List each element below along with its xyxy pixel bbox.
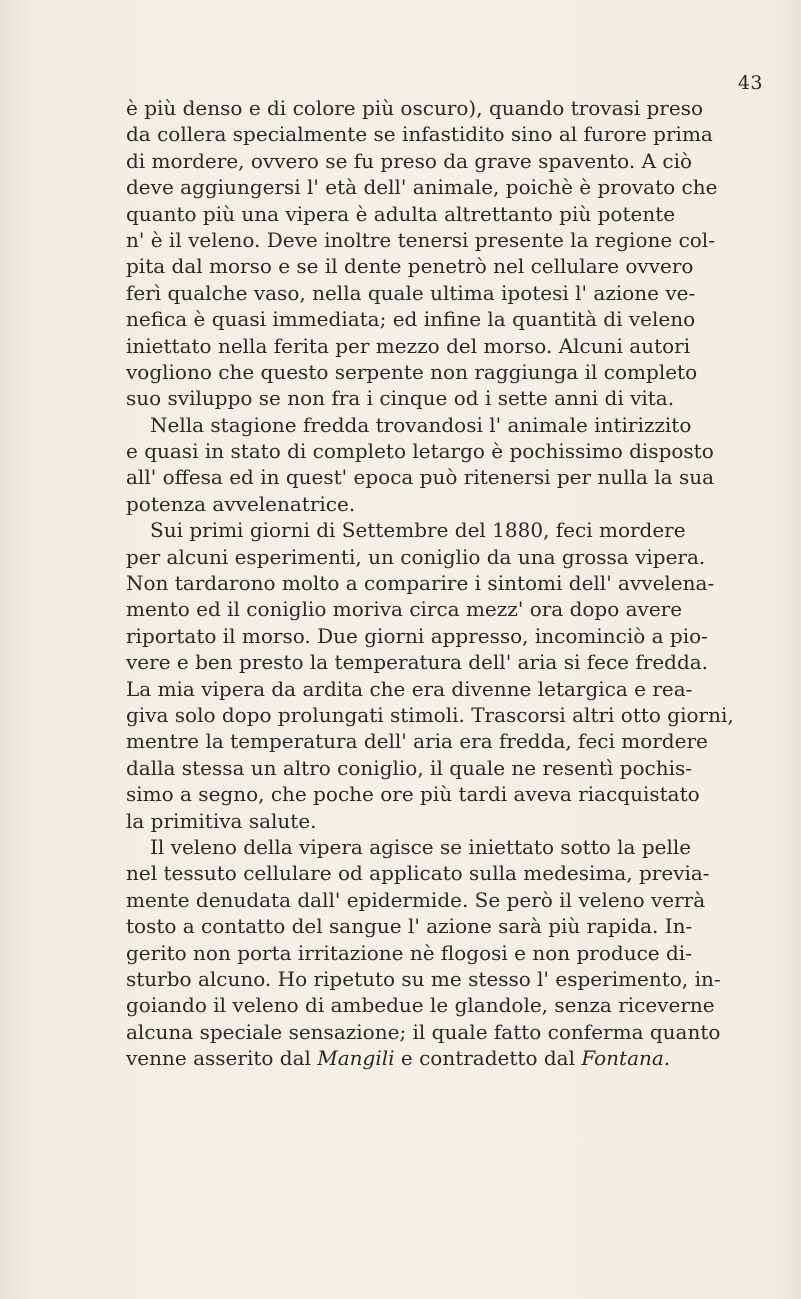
text-line: alcuna speciale sensazione; il quale fatto conferma quanto bbox=[126, 1019, 721, 1044]
body-text bbox=[126, 95, 752, 1071]
text-line: nefica è quasi immediata; ed infine la quantità di veleno bbox=[126, 307, 696, 332]
text-line: vere e ben presto la temperatura dell' aria si fece fredda. bbox=[126, 650, 709, 675]
text-line: nel tessuto cellulare od applicato sulla medesima, previa- bbox=[126, 861, 710, 886]
text-line: da collera specialmente se infastidito sino al furore prima bbox=[126, 122, 713, 147]
text-line: La mia vipera da ardita che era divenne letargica e rea- bbox=[126, 676, 693, 701]
text-line: gerito non porta irritazione nè flogosi e non produce di- bbox=[126, 940, 692, 965]
text-line: mento ed il coniglio moriva circa mezz' ora dopo avere bbox=[126, 597, 683, 622]
text-line: di mordere, ovvero se fu preso da grave spavento. A ciò bbox=[126, 148, 693, 173]
text-line: deve aggiungersi l' età dell' animale, poichè è provato che bbox=[126, 175, 718, 200]
text-line: sturbo alcuno. Ho ripetuto su me stesso l' esperimento, in- bbox=[126, 966, 721, 991]
author-name-mangili: Mangili bbox=[317, 1046, 395, 1071]
text-line: Non tardarono molto a comparire i sintomi dell' avvelena- bbox=[126, 571, 715, 596]
text-line: dalla stessa un altro coniglio, il quale ne resentì pochis- bbox=[126, 755, 692, 780]
text-line: mentre la temperatura dell' aria era fredda, feci mordere bbox=[126, 729, 708, 754]
text-line: tosto a contatto del sangue l' azione sarà più rapida. In- bbox=[126, 914, 693, 939]
text-line: e quasi in stato di completo letargo è pochissimo disposto bbox=[126, 439, 714, 464]
text-line: iniettato nella ferita per mezzo del morso. Alcuni autori bbox=[126, 333, 691, 358]
last-text-line bbox=[126, 1045, 752, 1071]
last-line-part-2: e contradetto dal bbox=[394, 1046, 582, 1071]
text-line: la primitiva salute. bbox=[126, 808, 317, 833]
text-line: è più denso e di colore più oscuro), quando trovasi preso bbox=[126, 96, 704, 120]
text-line: vogliono che questo serpente non raggiunga il completo bbox=[126, 359, 698, 384]
paragraph-start-line: Nella stagione fredda trovandosi l' animale intirizzito bbox=[150, 412, 692, 437]
author-name-fontana: Fontana. bbox=[581, 1046, 671, 1071]
text-line: potenza avvelenatrice. bbox=[126, 491, 356, 516]
text-line: quanto più una vipera è adulta altrettanto più potente bbox=[126, 201, 676, 226]
text-line: ferì qualche vaso, nella quale ultima ipotesi l' azione ve- bbox=[126, 280, 696, 305]
text-line: riportato il morso. Due giorni appresso, incominciò a pio- bbox=[126, 623, 708, 648]
text-line: simo a segno, che poche ore più tardi aveva riacquistato bbox=[126, 782, 700, 807]
text-line: goiando il veleno di ambedue le glandole, senza riceverne bbox=[126, 993, 715, 1018]
last-line-part-1: venne asserito dal bbox=[126, 1046, 318, 1071]
paragraph-start-line: Sui primi giorni di Settembre del 1880, feci mordere bbox=[150, 518, 686, 543]
text-line: per alcuni esperimenti, un coniglio da una grossa vipera. bbox=[126, 544, 706, 569]
text-line: n' è il veleno. Deve inoltre tenersi presente la regione col- bbox=[126, 227, 715, 252]
text-line: suo sviluppo se non fra i cinque od i sette anni di vita. bbox=[126, 386, 675, 411]
paragraph-start-line: Il veleno della vipera agisce se iniettato sotto la pelle bbox=[150, 834, 692, 859]
text-line: pita dal morso e se il dente penetrò nel cellulare ovvero bbox=[126, 254, 694, 279]
page-number: 43 bbox=[737, 72, 763, 94]
text-line: all' offesa ed in quest' epoca può ritenersi per nulla la sua bbox=[126, 465, 715, 490]
text-line: mente denudata dall' epidermide. Se però il veleno verrà bbox=[126, 887, 706, 912]
text-line: giva solo dopo prolungati stimoli. Trascorsi altri otto giorni, bbox=[126, 702, 734, 727]
